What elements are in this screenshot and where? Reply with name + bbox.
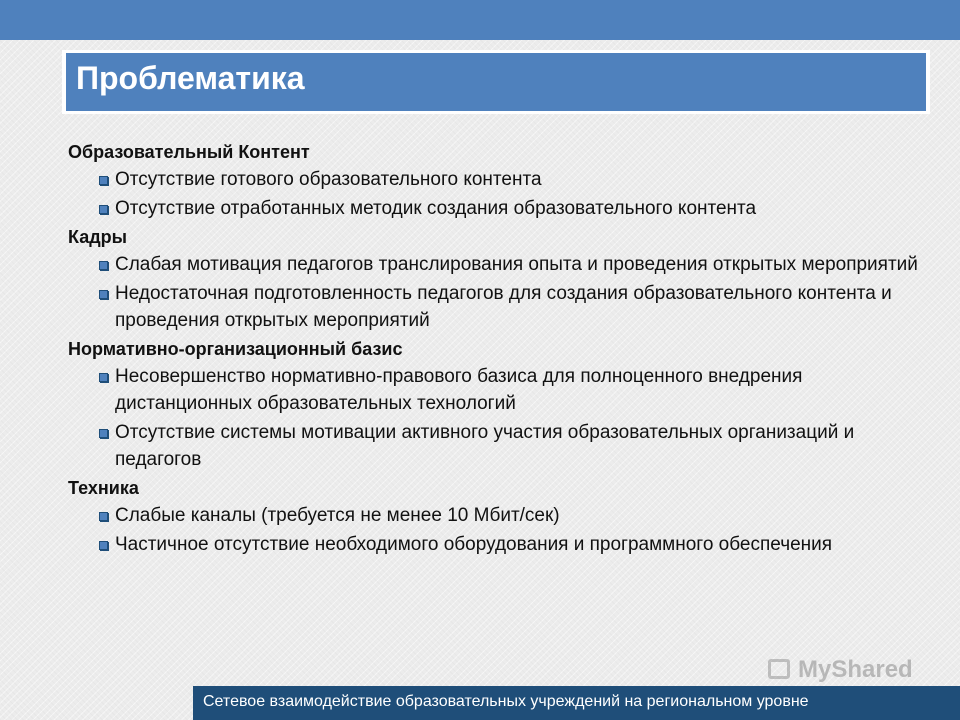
list-item (68, 419, 938, 473)
list-item-text: Частичное отсутствие необходимого оборудования и программного обеспечения (115, 534, 833, 555)
section-heading: Техника (68, 478, 139, 498)
square-bullet-icon (99, 261, 108, 270)
list-item-text: Недостаточная подготовленность педагогов для создания образовательного контента и проведения открытых мероприятий (115, 283, 892, 331)
list-item (68, 166, 938, 193)
list-item-text: Слабые каналы (требуется не менее 10 Мбит/сек) (115, 505, 560, 526)
square-bullet-icon (99, 512, 108, 521)
section-heading: Нормативно-организационный базис (68, 339, 403, 359)
section-heading: Кадры (68, 227, 128, 247)
list-item (68, 502, 938, 529)
watermark-logo (768, 656, 928, 686)
list-item-text: Слабая мотивация педагогов транслирования опыта и проведения открытых мероприятий (115, 254, 918, 275)
list-item-text: Отсутствие отработанных методик создания образовательного контента (115, 198, 757, 219)
list-item-text: Отсутствие системы мотивации активного участия образовательных организаций и педагогов (115, 422, 855, 470)
square-bullet-icon (99, 176, 108, 185)
section-hardware (68, 475, 938, 558)
page-title: Проблематика (76, 60, 305, 96)
top-accent-bar (0, 0, 960, 40)
section-heading: Образовательный Контент (68, 142, 310, 162)
list-item (68, 531, 938, 558)
content-area (68, 139, 938, 560)
presentation-icon (768, 659, 790, 679)
section-staff (68, 224, 938, 334)
watermark-text: MyShared (798, 656, 913, 683)
section-regulatory (68, 336, 938, 473)
square-bullet-icon (99, 290, 108, 299)
list-item-text: Отсутствие готового образовательного контента (115, 169, 542, 190)
section-content (68, 139, 938, 222)
list-item-text: Несовершенство нормативно-правового базиса для полноценного внедрения дистанционных образовательных технологий (115, 366, 803, 414)
list-item (68, 195, 938, 222)
square-bullet-icon (99, 205, 108, 214)
square-bullet-icon (99, 429, 108, 438)
title-banner (66, 53, 926, 111)
footer-bar (193, 686, 960, 720)
square-bullet-icon (99, 373, 108, 382)
footer-text: Сетевое взаимодействие образовательных учреждений на региональном уровне (203, 693, 809, 710)
list-item (68, 251, 938, 278)
list-item (68, 280, 938, 334)
list-item (68, 363, 938, 417)
square-bullet-icon (99, 541, 108, 550)
